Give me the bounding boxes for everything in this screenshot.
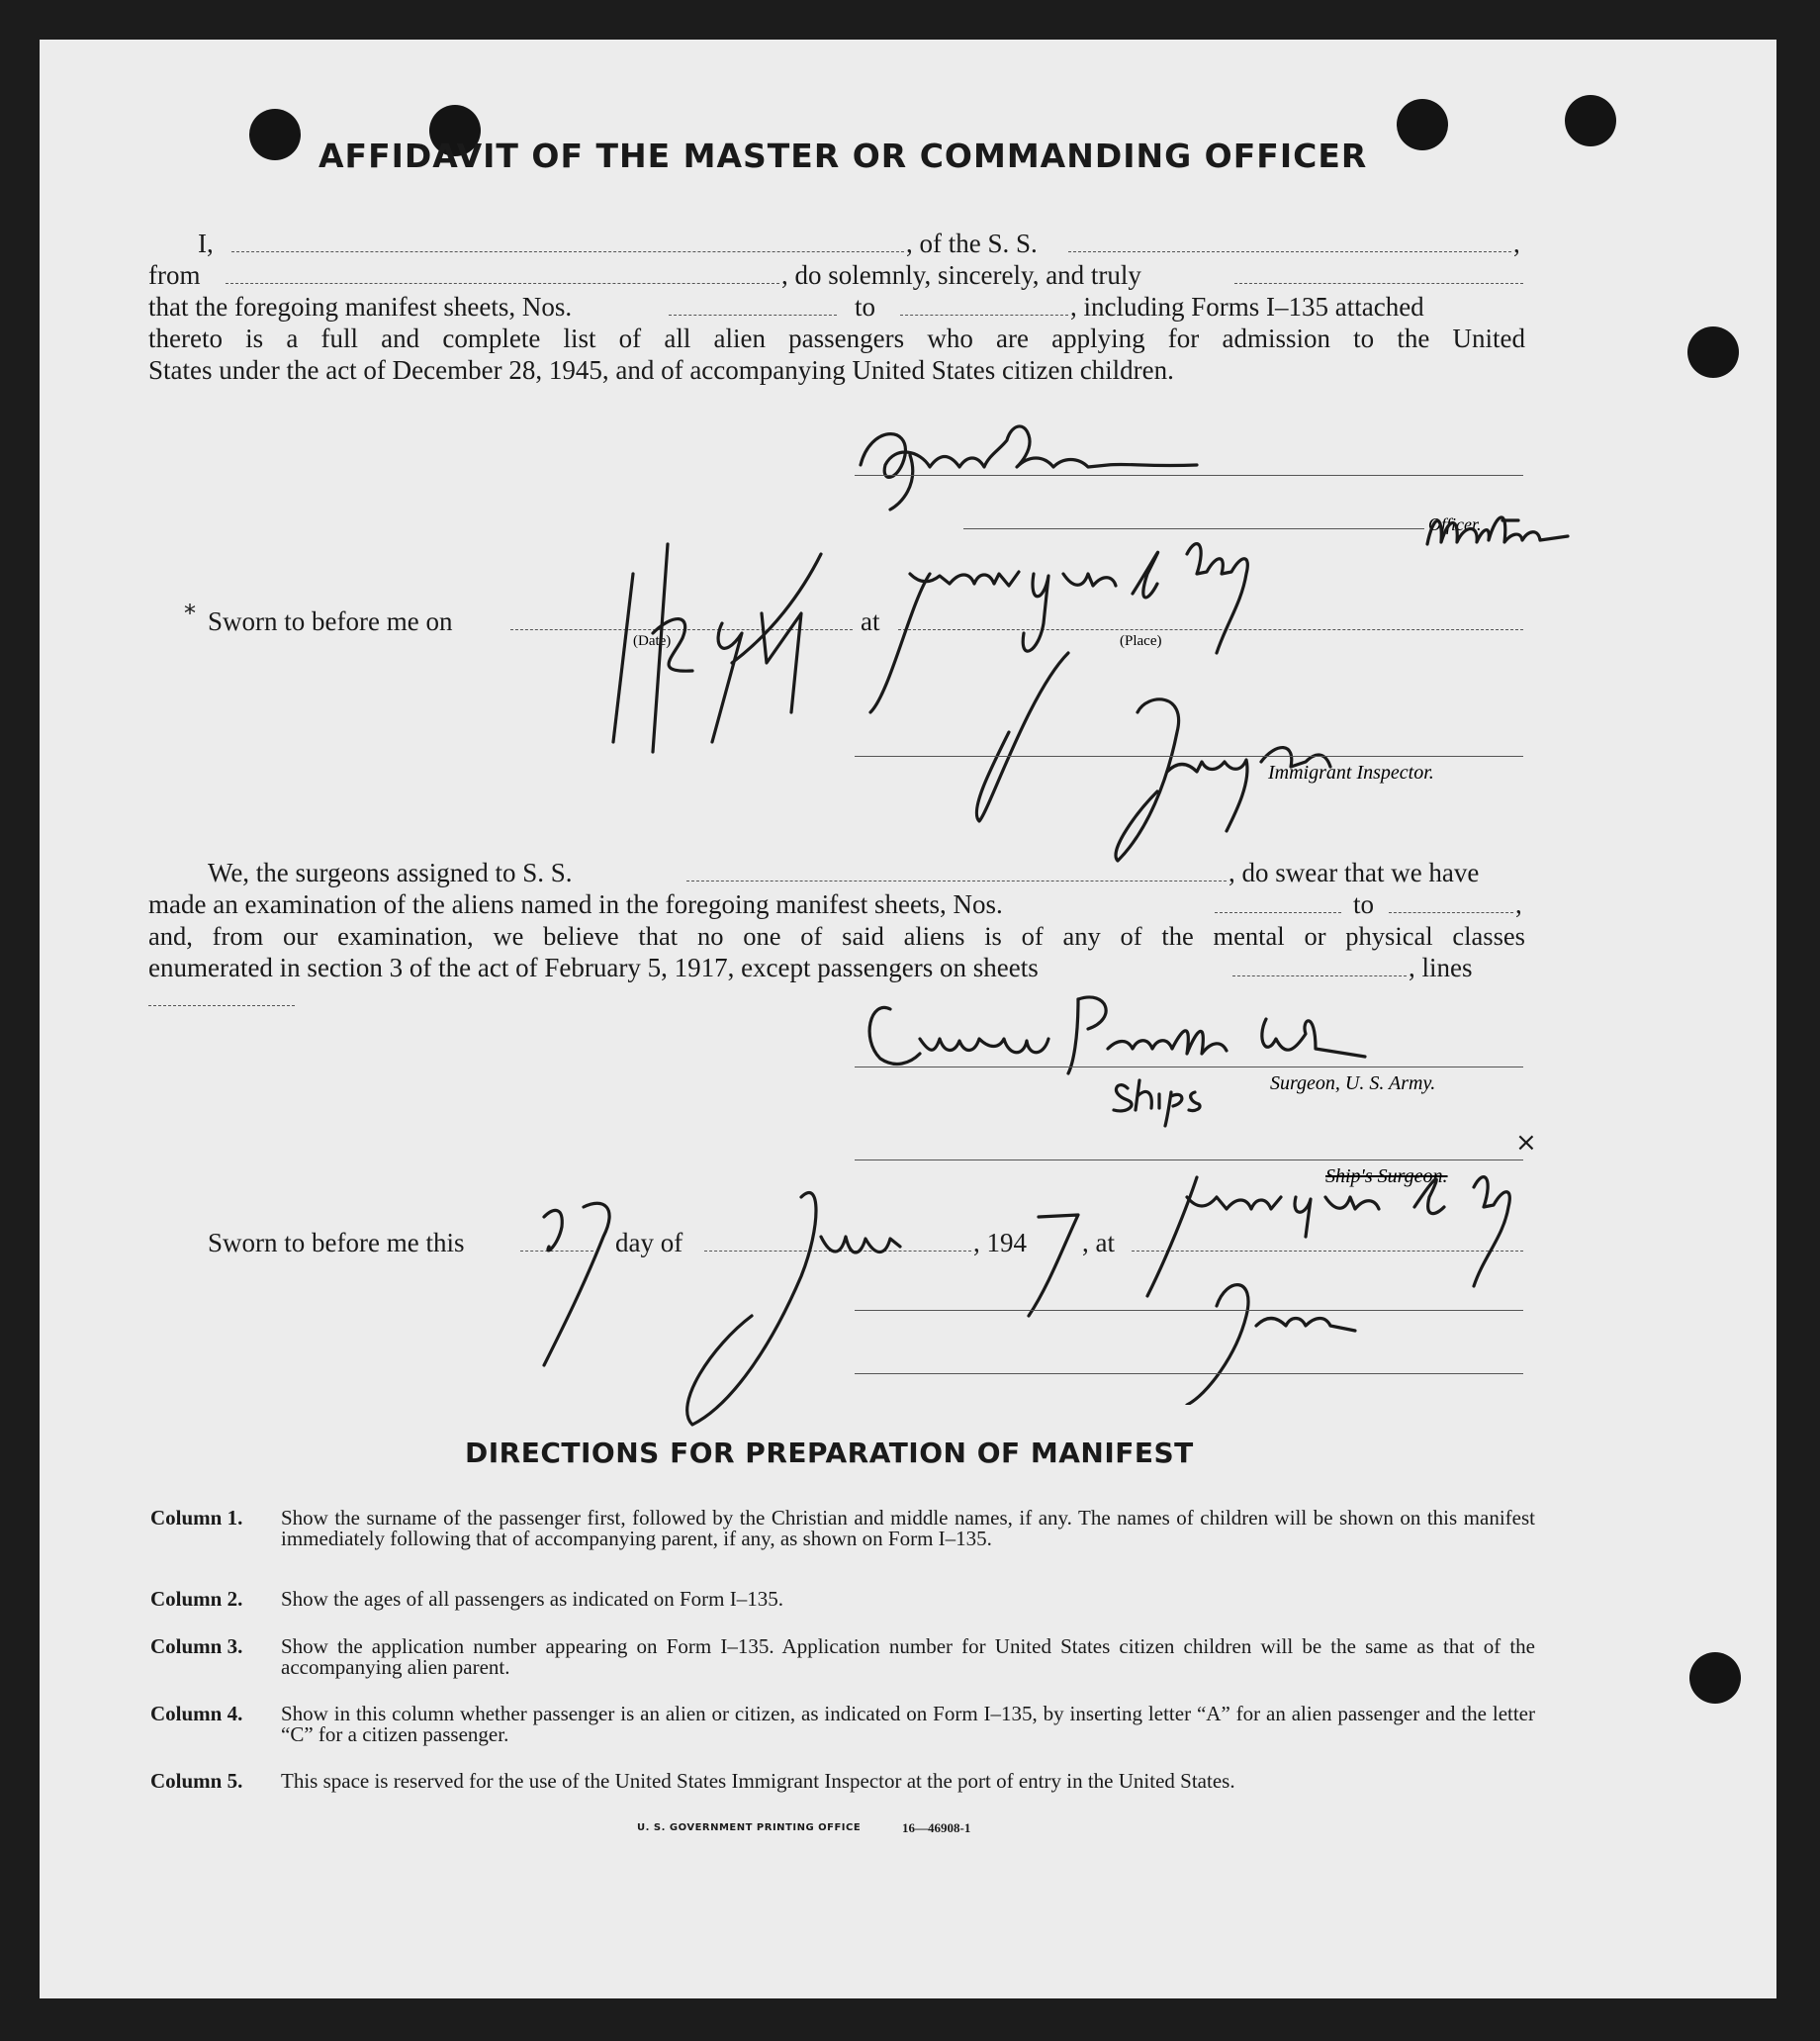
sworn-witness-line-1 [855, 1310, 1523, 1311]
at-label-2: , at [1082, 1228, 1115, 1257]
lines-blank [148, 1005, 295, 1006]
direction-text: Show the ages of all passengers as indicated on Form I–135. [281, 1587, 783, 1611]
surgeons-line-4a: enumerated in section 3 of the act of February 5, 1917, except passengers on sheets [148, 953, 1039, 982]
i-label: I, [198, 229, 214, 258]
date-caption: (Date) [633, 633, 672, 649]
direction-text: Show the application number appearing on Form I–135. Application number for United States citizen children will be the same as that of the accompanying alien parent. [281, 1634, 1535, 1679]
direction-label: Column 1. [150, 1506, 243, 1530]
surgeons-line-2c: , [1515, 889, 1522, 919]
cross-mark: × [1515, 1128, 1537, 1158]
sheet-to-blank [900, 315, 1068, 316]
direction-text: Show in this column whether passenger is an alien or citizen, as indicated on Form I–135, by inserting letter “A” for an alien passenger and the letter “C” for a citizen passenger. [281, 1702, 1535, 1746]
handwritten-day [524, 1187, 633, 1375]
inspector-caption: Immigrant Inspector. [1268, 762, 1434, 784]
surgeons-line-2a: made an examination of the aliens named in the foregoing manifest sheets, Nos. [148, 889, 1003, 919]
direction-label: Column 3. [150, 1634, 243, 1658]
ship-name-blank [1068, 251, 1511, 252]
at-label: at [861, 606, 880, 636]
punch-hole [1689, 1652, 1741, 1704]
from-port-blank [226, 283, 779, 284]
punch-hole [1565, 95, 1616, 146]
handwritten-month [653, 1167, 969, 1435]
sworn-this-label: Sworn to before me this [208, 1228, 465, 1257]
ships-surgeon-caption: Ship's Surgeon. [1325, 1165, 1448, 1187]
form-number: 16—46908-1 [902, 1820, 971, 1835]
printer-imprint: U. S. GOVERNMENT PRINTING OFFICE [637, 1822, 862, 1833]
ships-handwriting [1108, 1068, 1236, 1128]
year-prefix: , 194 [973, 1228, 1027, 1257]
direction-label: Column 2. [150, 1587, 243, 1611]
master-title-handwriting [1419, 495, 1578, 574]
to-label: to [855, 292, 876, 322]
surgeon-sheet-to-blank [1389, 912, 1513, 913]
surgeon-sheet-from-blank [1215, 912, 1341, 913]
surgeon-caption: Surgeon, U. S. Army. [1270, 1072, 1436, 1094]
handwritten-year [1009, 1197, 1088, 1326]
sworn-witness-line-2 [855, 1373, 1523, 1374]
except-sheets-blank [1232, 975, 1407, 976]
day-of-label: day of [615, 1228, 683, 1257]
of-ss-label: , of the S. S. [906, 229, 1038, 258]
surgeons-line-2b: to [1353, 889, 1375, 919]
sheet-from-blank [669, 315, 837, 316]
surgeons-line-3: and, from our examination, we believe that no one of said aliens is of any of the mental or physical classes [148, 921, 1525, 951]
including-label: , including Forms I–135 attached [1070, 292, 1424, 322]
surgeons-line-4b: , lines [1409, 953, 1473, 982]
officer-caption: Officer. [1428, 514, 1482, 534]
surgeons-line-1a: We, the surgeons assigned to S. S. [208, 858, 573, 887]
swear-blank [1234, 283, 1523, 284]
surgeons-line-1b: , do swear that we have [1228, 858, 1480, 887]
place-caption: (Place) [1120, 633, 1162, 649]
affidavit-title: AFFIDAVIT OF THE MASTER OR COMMANDING OFFICER [318, 137, 1368, 175]
punch-hole [1397, 99, 1448, 150]
direction-label: Column 5. [150, 1769, 243, 1793]
solemnly-label: , do solemnly, sincerely, and truly [781, 260, 1141, 290]
sworn-marker: * [184, 600, 196, 627]
trailing-comma: , [1513, 229, 1520, 258]
directions-title: DIRECTIONS FOR PREPARATION OF MANIFEST [465, 1437, 1194, 1469]
direction-text: Show the surname of the passenger first, followed by the Christian and middle names, if any. The names of children will be shown on this manifest immediately following that of accompanying parent, if any, as shown on Form I–135. [281, 1506, 1535, 1550]
handwritten-place-2 [1088, 1158, 1583, 1405]
direction-text: This space is reserved for the use of the United States Immigrant Inspector at the port of entry in the United States. [281, 1769, 1235, 1793]
punch-hole [1687, 326, 1739, 378]
affidavit-line-5: States under the act of December 28, 1945, and of accompanying United States citizen children. [148, 355, 1174, 385]
inspector-signature-line [855, 756, 1523, 757]
handwritten-date [593, 514, 851, 762]
master-signature-line [855, 475, 1523, 476]
master-signature [851, 396, 1325, 514]
direction-label: Column 4. [150, 1702, 243, 1725]
sworn-label: Sworn to before me on [208, 606, 453, 636]
from-label: from [148, 260, 201, 290]
affidavit-line-4: thereto is a full and complete list of all alien passengers who are applying for admission to the United [148, 324, 1525, 353]
master-name-blank [231, 251, 904, 252]
manifest-page [40, 40, 1776, 1998]
manifest-sheets-label: that the foregoing manifest sheets, Nos. [148, 292, 573, 322]
punch-hole [249, 109, 301, 160]
